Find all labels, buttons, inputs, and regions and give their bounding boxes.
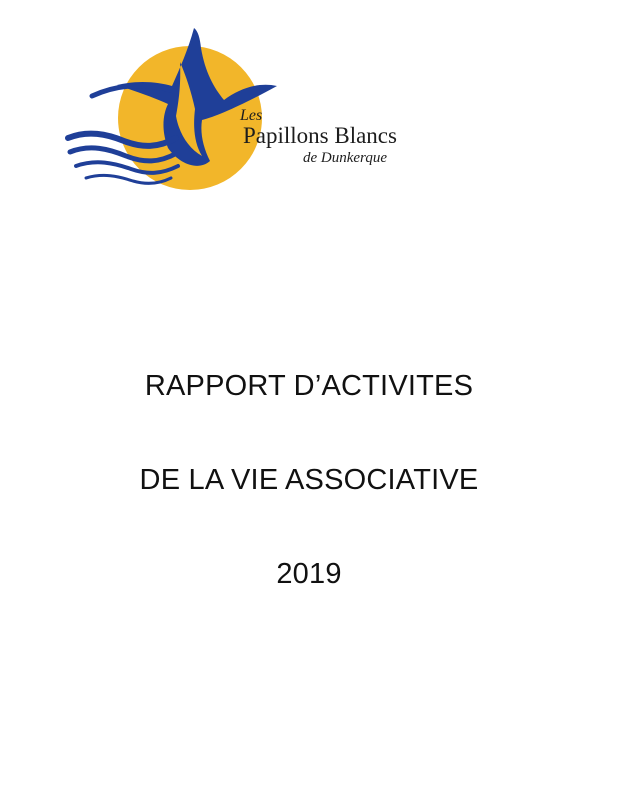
logo-text-papillons-blancs: Papillons Blancs (243, 123, 397, 148)
logo-text-de-dunkerque: de Dunkerque (303, 150, 387, 166)
logo-text-les: Les (240, 107, 263, 124)
organization-logo (62, 20, 402, 195)
report-title-line-2: DE LA VIE ASSOCIATIVE (139, 464, 479, 496)
report-year: 2019 (276, 558, 342, 590)
butterfly-sun-icon (62, 20, 402, 195)
report-title-line-1: RAPPORT D’ACTIVITES (144, 370, 474, 402)
